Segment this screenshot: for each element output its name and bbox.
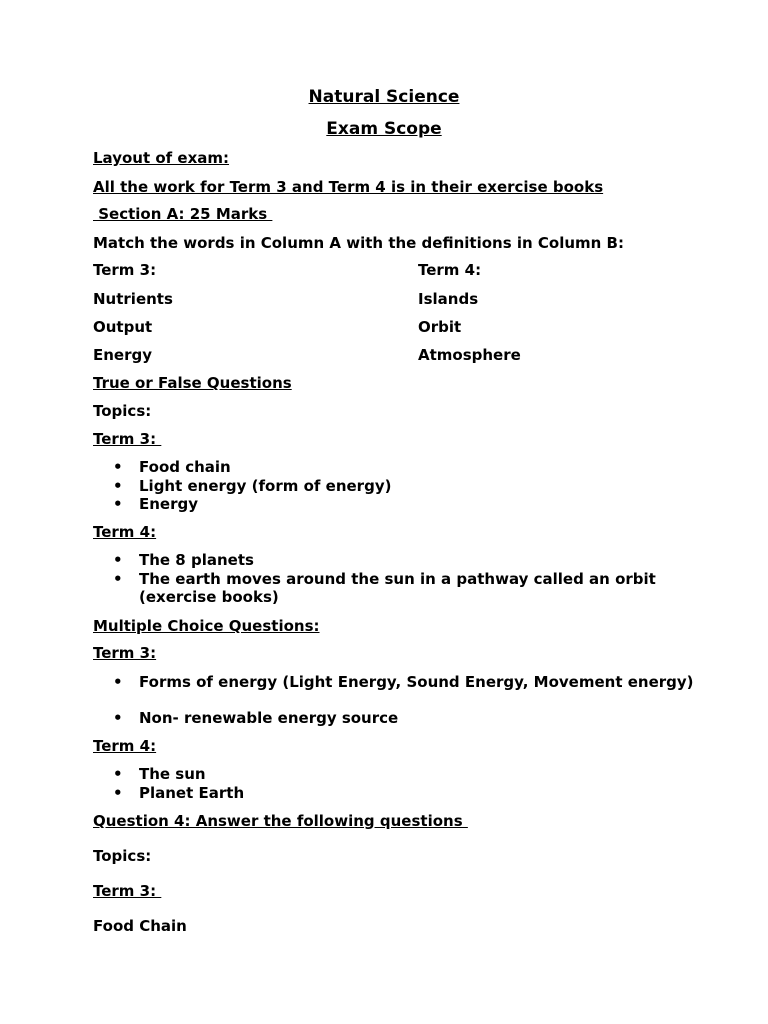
list-item: The sun: [139, 765, 206, 783]
list-item: Forms of energy (Light Energy, Sound Energy, Movement energy): [139, 673, 694, 691]
topics-label: Topics:: [93, 402, 152, 420]
match-col-a-header: Term 3:: [93, 261, 157, 279]
list-item: Food chain: [139, 458, 231, 476]
term3-label: Term 3:: [93, 430, 162, 448]
list-item: The earth moves around the sun in a pathway called an orbit (exercise books): [139, 570, 656, 606]
topics-label: Topics:: [93, 847, 152, 865]
bullet: •: [113, 673, 123, 691]
layout-heading: Layout of exam:: [93, 149, 230, 167]
bullet: •: [113, 458, 123, 476]
bullet: •: [113, 765, 123, 783]
question4-heading: Question 4: Answer the following questions: [93, 812, 468, 830]
food-chain-topic: Food Chain: [93, 917, 187, 935]
match-col-b-item: Islands: [418, 290, 479, 308]
term4-label: Term 4:: [93, 737, 157, 755]
match-col-b-header: Term 4:: [418, 261, 482, 279]
list-item: Non- renewable energy source: [139, 709, 399, 727]
exercise-books-note: All the work for Term 3 and Term 4 is in their exercise books: [93, 178, 604, 196]
list-item: Energy: [139, 495, 199, 513]
list-item: Light energy (form of energy): [139, 477, 392, 495]
term3-label: Term 3:: [93, 644, 157, 662]
page-subtitle: Exam Scope: [326, 119, 442, 139]
bullet: •: [113, 784, 123, 802]
true-false-heading: True or False Questions: [93, 374, 292, 392]
bullet: •: [113, 495, 123, 513]
list-item: Planet Earth: [139, 784, 245, 802]
match-col-a-item: Nutrients: [93, 290, 173, 308]
match-col-b-item: Atmosphere: [418, 346, 521, 364]
match-instruction: Match the words in Column A with the definitions in Column B:: [93, 234, 624, 252]
bullet: •: [113, 709, 123, 727]
match-col-b-item: Orbit: [418, 318, 462, 336]
page-title: Natural Science: [308, 87, 460, 107]
match-col-a-item: Output: [93, 318, 153, 336]
section-a-heading: Section A: 25 Marks: [93, 205, 273, 223]
list-item: The 8 planets: [139, 551, 254, 569]
term4-label: Term 4:: [93, 523, 157, 541]
bullet: •: [113, 551, 123, 569]
bullet: •: [113, 570, 123, 588]
term3-label: Term 3:: [93, 882, 162, 900]
match-col-a-item: Energy: [93, 346, 153, 364]
multiple-choice-heading: Multiple Choice Questions:: [93, 617, 320, 635]
bullet: •: [113, 477, 123, 495]
